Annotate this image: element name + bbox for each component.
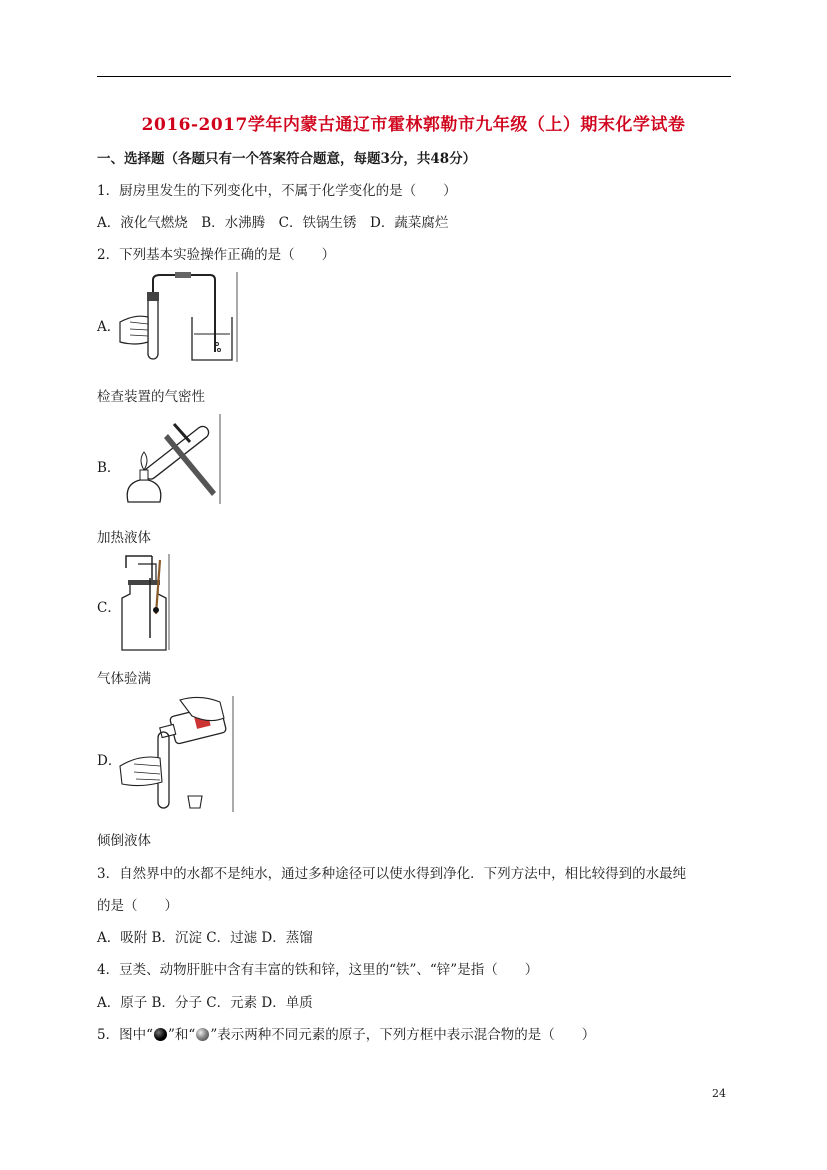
option-b-label: B． bbox=[97, 460, 121, 476]
question-4-stem: 4．豆类、动物肝脏中含有丰富的铁和锌，这里的“铁”、“锌”是指（ ） bbox=[97, 962, 539, 978]
black-atom-icon bbox=[154, 1028, 167, 1041]
question-5-stem bbox=[97, 1026, 595, 1044]
option-c-label: C． bbox=[97, 600, 121, 616]
question-3-stem-line2: 的是（ ） bbox=[97, 898, 178, 914]
page-number: 24 bbox=[712, 1087, 726, 1100]
page-title: 2016-2017学年内蒙古通辽市霍林郭勒市九年级（上）期末化学试卷 bbox=[141, 115, 686, 135]
question-5-mid: ”和“ bbox=[168, 1027, 196, 1043]
option-a-label: A． bbox=[97, 319, 121, 335]
gas-full-test-figure bbox=[120, 554, 172, 652]
header-rule bbox=[97, 76, 731, 77]
grey-atom-icon bbox=[196, 1028, 209, 1041]
question-3-stem-line1: 3．自然界中的水都不是纯水，通过多种途径可以使水得到净化．下列方法中，相比较得到的水最纯 bbox=[97, 866, 687, 882]
question-2-stem: 2．下列基本实验操作正确的是（ ） bbox=[97, 247, 336, 263]
question-4-options: A．原子 B．分子 C．元素 D．单质 bbox=[97, 995, 313, 1011]
section-heading: 一、选择题（各题只有一个答案符合题意，每题3分，共48分） bbox=[97, 151, 477, 167]
option-c-caption: 气体验满 bbox=[97, 671, 151, 687]
question-5-prefix: 5．图中“ bbox=[97, 1027, 153, 1043]
question-3-options: A．吸附 B．沉淀 C．过滤 D．蒸馏 bbox=[97, 930, 313, 946]
question-1-options: A．液化气燃烧 B．水沸腾 C．铁锅生锈 D．蔬菜腐烂 bbox=[97, 215, 449, 231]
question-1-stem: 1．厨房里发生的下列变化中，不属于化学变化的是（ ） bbox=[97, 183, 457, 199]
airtightness-check-figure bbox=[120, 272, 240, 364]
pouring-liquid-figure bbox=[120, 696, 236, 814]
question-5-suffix: ”表示两种不同元素的原子，下列方框中表示混合物的是（ ） bbox=[210, 1027, 596, 1043]
option-a-caption: 检查装置的气密性 bbox=[97, 389, 205, 405]
option-b-caption: 加热液体 bbox=[97, 530, 151, 546]
option-d-caption: 倾倒液体 bbox=[97, 833, 151, 849]
heating-liquid-figure bbox=[120, 414, 224, 510]
option-d-label: D． bbox=[97, 753, 122, 769]
